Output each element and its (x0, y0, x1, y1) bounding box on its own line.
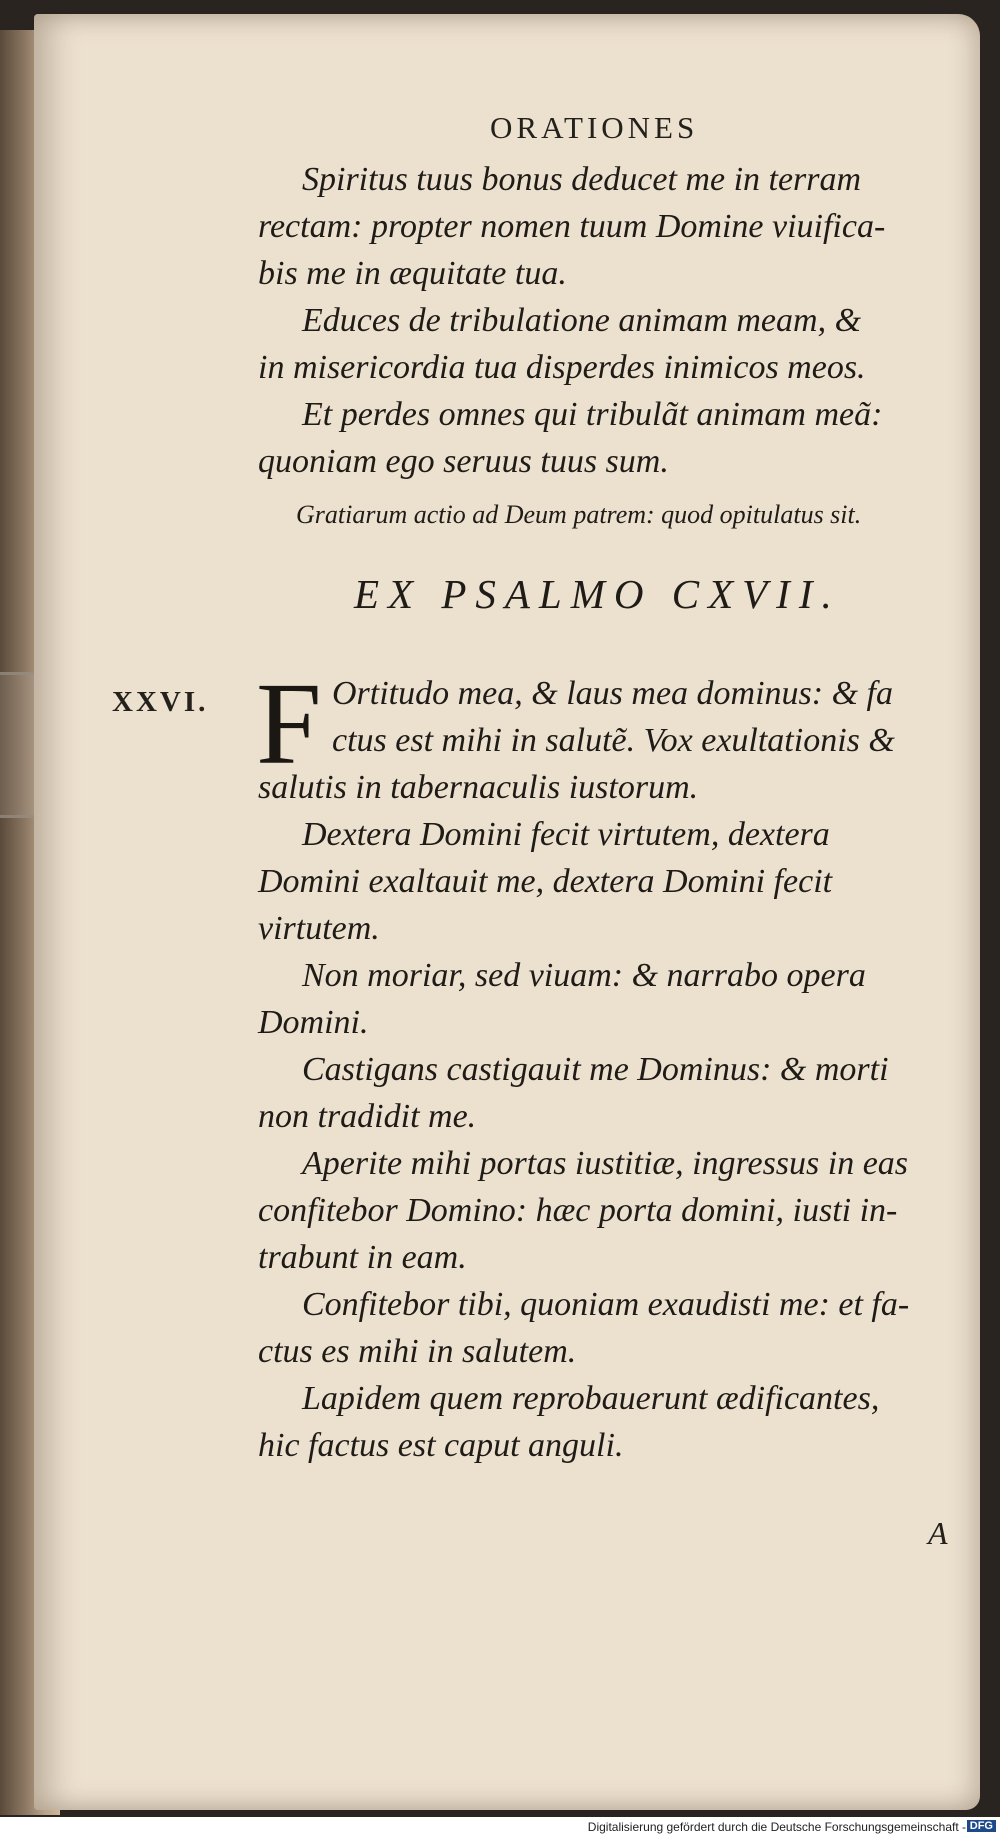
prayer-text (258, 156, 963, 545)
text-line: ctus es mihi in salutem. (258, 1333, 577, 1370)
footer-credit: Digitalisierung gefördert durch die Deutsche Forschungsgemeinschaft - (587, 1820, 966, 1834)
text-line: non tradidit me. (258, 1098, 477, 1135)
text-line: virtutem. (258, 910, 380, 947)
text-line: Domini. (258, 1004, 369, 1041)
text-line: Aperite mihi portas iustitiæ, ingressus in eas (302, 1145, 909, 1182)
text-line: quoniam ego seruus tuus sum. (258, 443, 669, 480)
signature-mark: A (928, 1515, 948, 1551)
psalm-text (258, 670, 963, 1469)
running-head: ORATIONES (490, 110, 699, 145)
psalm-title: EX PSALMO CXVII. (354, 571, 841, 617)
text-line: hic factus est caput anguli. (258, 1427, 624, 1464)
dfg-logo: DFG (967, 1820, 996, 1832)
rubric: Gratiarum actio ad Deum patrem: quod opitulatus sit. (296, 500, 862, 529)
verse-number: XXVI. (112, 686, 209, 718)
text-line: rectam: propter nomen tuum Domine viuifica- (258, 208, 886, 245)
text-line: bis me in æquitate tua. (258, 255, 567, 292)
text-line: ctus est mihi in salutẽ. Vox exultationis & (332, 722, 895, 759)
text-line: Domini exaltauit me, dextera Domini fecit (258, 863, 833, 900)
text-line: confitebor Domino: hæc porta domini, iusti in- (258, 1192, 898, 1229)
footer-bar (0, 1817, 1000, 1840)
text-line: Non moriar, sed viuam: & narrabo opera (302, 957, 866, 994)
text-line: Lapidem quem reprobauerunt ædificantes, (302, 1380, 880, 1417)
text-line: Ortitudo mea, & laus mea dominus: & fa (332, 675, 893, 712)
text-line: trabunt in eam. (258, 1239, 467, 1276)
text-line: Educes de tribulatione animam meam, & (302, 302, 862, 339)
text-line: Spiritus tuus bonus deducet me in terram (302, 161, 862, 198)
drop-cap: F (256, 658, 322, 789)
text-line: Confitebor tibi, quoniam exaudisti me: et fa- (302, 1286, 910, 1323)
text-line: Et perdes omnes qui tribulãt animam meã: (302, 396, 883, 433)
text-line: Castigans castigauit me Dominus: & morti (302, 1051, 889, 1088)
text-line: in misericordia tua disperdes inimicos meos. (258, 349, 866, 386)
text-line: Dextera Domini fecit virtutem, dextera (302, 816, 830, 853)
text-line: salutis in tabernaculis iustorum. (258, 769, 699, 806)
